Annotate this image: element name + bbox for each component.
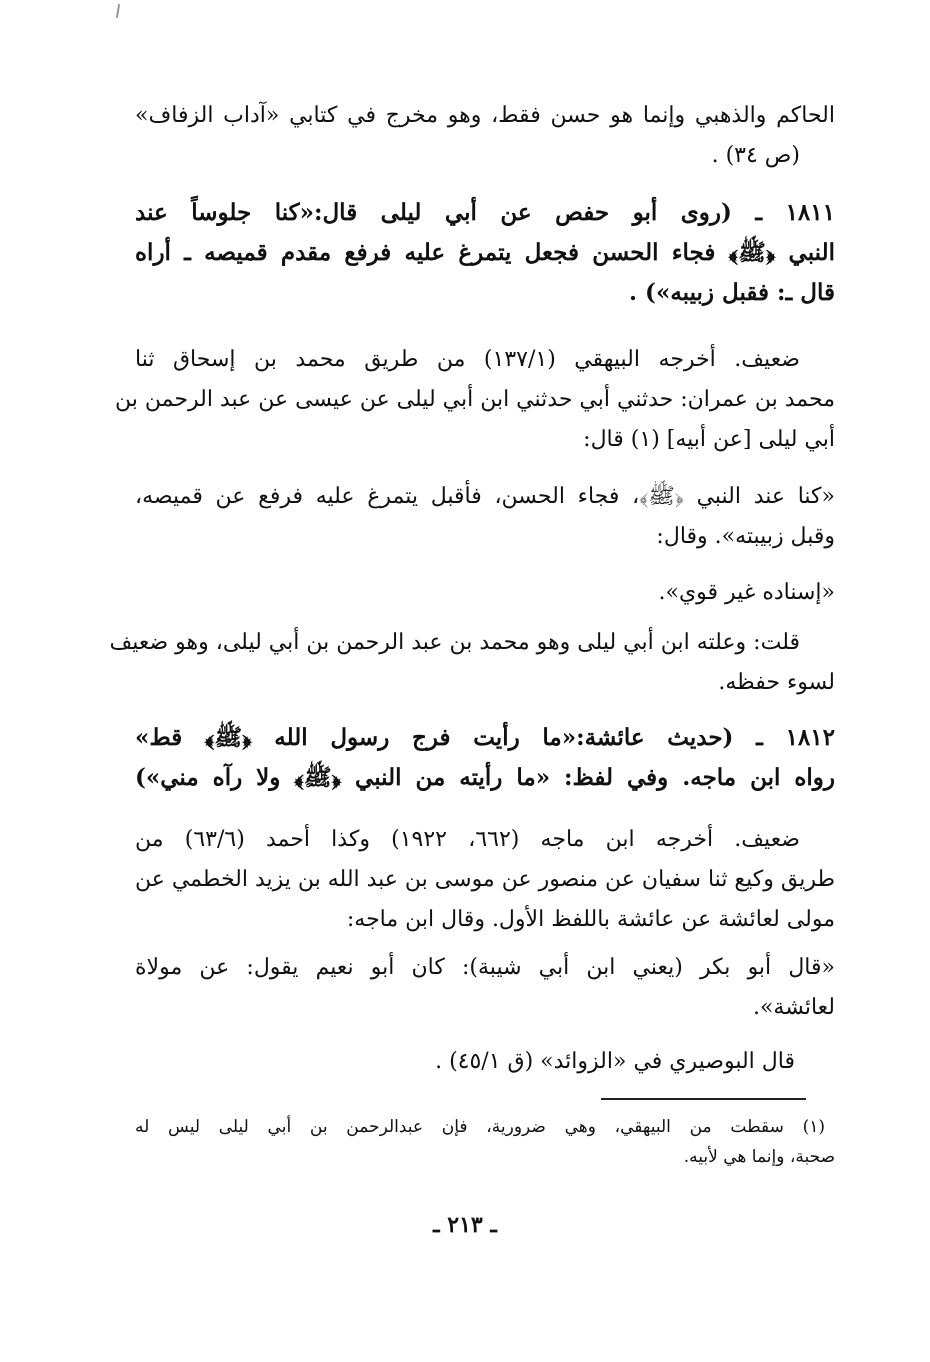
hadith-line: ١٨١٢ ـ (حديث عائشة:«ما رأيت فرج رسول الله ﴿ﷺ﴾ قط» bbox=[135, 724, 835, 751]
hadith-line: ١٨١١ ـ (روى أبو حفص عن أبي ليلى قال:«كنا جلوساً عند bbox=[135, 199, 835, 226]
page-number: ـ ٢١٣ ـ bbox=[433, 1212, 497, 1238]
text-line: (ص ٣٤) . bbox=[711, 143, 800, 168]
busiri-line bbox=[135, 1042, 835, 1082]
text-line: «إسناده غير قوي». bbox=[658, 580, 835, 605]
hadith-1811 bbox=[135, 193, 835, 313]
quote-line: «قال أبو بكر (يعني ابن أبي شيبة): كان أبو نعيم يقول: عن مولاة bbox=[135, 955, 835, 980]
footnote bbox=[135, 1112, 835, 1172]
text-line: طريق وكيع ثنا سفيان عن منصور عن موسى بن عبد الله بن يزيد الخطمي عن bbox=[134, 867, 835, 892]
text-line: محمد بن عمران: حدثني أبي حدثني ابن أبي ليلى عن عيسى عن عبد الرحمن بن bbox=[115, 387, 835, 412]
footnote-separator bbox=[601, 1098, 806, 1100]
quote-1811 bbox=[135, 477, 835, 557]
text-line: لسوء حفظه. bbox=[718, 670, 835, 695]
text-line: قال البوصيري في «الزوائد» (ق ٤٥/١) . bbox=[435, 1049, 795, 1074]
hadith-line: قال ـ: فقبل زبيبه») . bbox=[629, 279, 835, 306]
scan-mark bbox=[116, 4, 120, 18]
commentary-1812 bbox=[135, 820, 835, 940]
text-line: قلت: وعلته ابن أبي ليلى وهو محمد بن عبد الرحمن بن أبي ليلى، وهو ضعيف bbox=[109, 630, 800, 655]
quote-line: «كنا عند النبي ﴿ﷺ﴾، فجاء الحسن، فأقبل يتمرغ عليه فرفع عن قميصه، bbox=[135, 484, 835, 509]
paragraph-intro bbox=[135, 96, 835, 176]
hadith-line: النبي ﴿ﷺ﴾ فجاء الحسن فجعل يتمرغ عليه فرفع مقدم قميصه ـ أراه bbox=[135, 239, 835, 266]
text-line: الحاكم والذهبي وإنما هو حسن فقط، وهو مخرج في كتابي «آداب الزفاف» bbox=[135, 103, 835, 128]
hadith-1812 bbox=[135, 718, 835, 798]
note-1811 bbox=[109, 623, 835, 703]
quote-line: وقبل زبيبته». وقال: bbox=[656, 524, 835, 549]
footnote-line: صحبة، وإنما هي لأبيه. bbox=[683, 1147, 835, 1167]
commentary-1811 bbox=[115, 340, 835, 460]
text-line: أبي ليلى [عن أبيه] (١) قال: bbox=[583, 427, 835, 452]
text-line: مولى لعائشة عن عائشة باللفظ الأول. وقال ابن ماجه: bbox=[346, 907, 835, 932]
text-line: ضعيف. أخرجه ابن ماجه (٦٦٢، ١٩٢٢) وكذا أحمد (٦٣/٦) من bbox=[135, 827, 800, 852]
quote-1812 bbox=[135, 948, 835, 1028]
hadith-line: رواه ابن ماجه. وفي لفظ: «ما رأيته من النبي ﴿ﷺ﴾ ولا رآه مني») bbox=[135, 764, 835, 791]
isnad-1811 bbox=[135, 573, 835, 613]
text-line: ضعيف. أخرجه البيهقي (١٣٧/١) من طريق محمد بن إسحاق ثنا bbox=[135, 347, 800, 372]
quote-line: لعائشة». bbox=[752, 995, 835, 1020]
footnote-line: (١) سقطت من البيهقي، وهي ضرورية، فإن عبدالرحمن بن أبي ليلى ليس له bbox=[135, 1117, 825, 1137]
